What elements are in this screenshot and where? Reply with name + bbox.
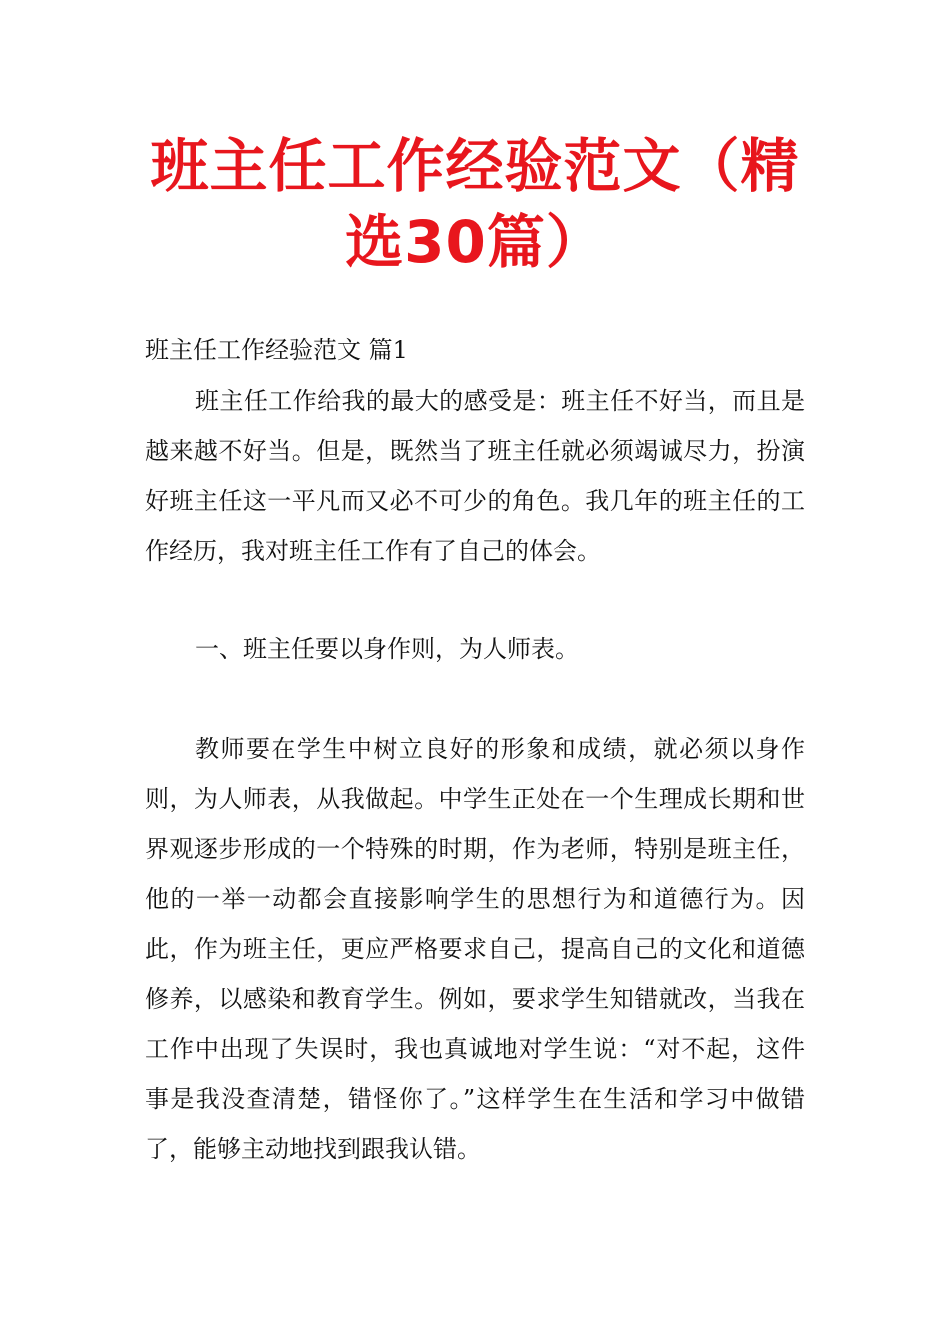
- paragraph-intro: 班主任工作给我的最大的感受是：班主任不好当，而且是越来越不好当。但是，既然当了班主任就必须竭诚尽力，扮演好班主任这一平凡而又必不可少的角色。我几年的班主任的工作经历，我对班主任工作有了自己的体会。: [145, 387, 805, 565]
- document-title: 班主任工作经验范文（精选30篇）: [150, 132, 800, 276]
- paragraph-point-heading: 一、班主任要以身作则，为人师表。: [195, 635, 579, 663]
- paragraph-body: 教师要在学生中树立良好的形象和成绩，就必须以身作则，为人师表，从我做起。中学生正处在一个生理成长期和世界观逐步形成的一个特殊的时期，作为老师，特别是班主任，他的一举一动都会直接影响学生的思想行为和道德行为。因此，作为班主任，更应严格要求自己，提高自己的文化和道德修养，以感染和教育学生。例如，要求学生知错就改，当我在工作中出现了失误时，我也真诚地对学生说：“对不起，这件事是我没查清楚，错怪你了。”这样学生在生活和学习中做错了，能够主动地找到跟我认错。: [145, 735, 805, 1163]
- section-heading: 班主任工作经验范文 篇1: [145, 336, 408, 364]
